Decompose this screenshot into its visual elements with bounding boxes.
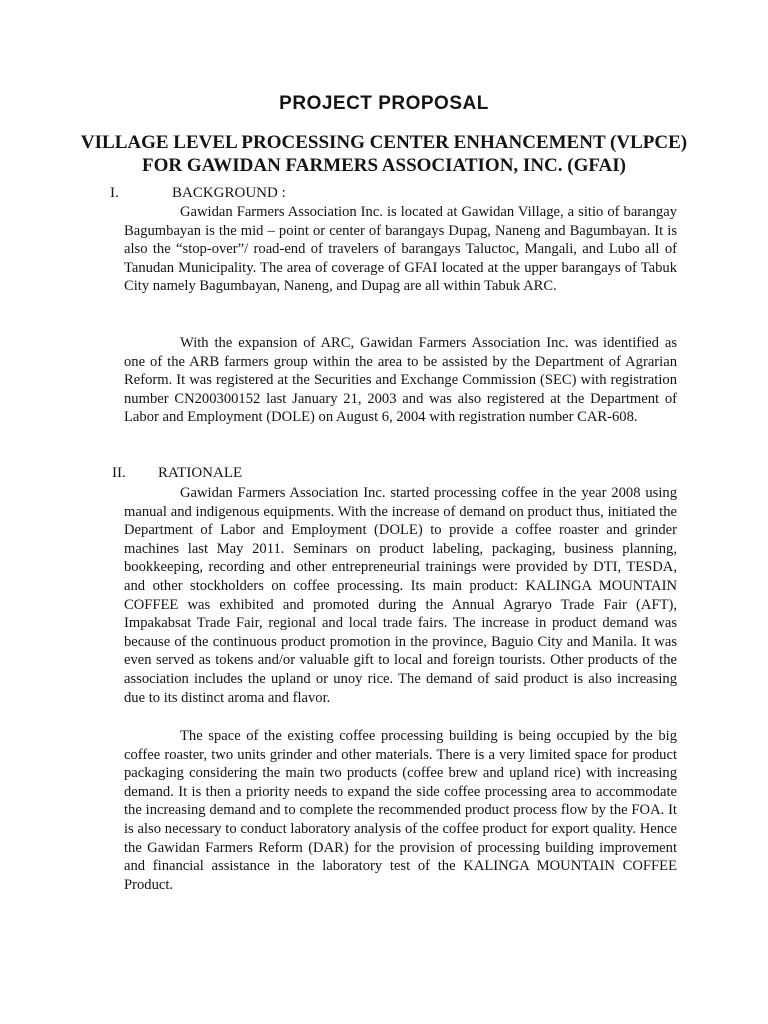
background-paragraph-1: Gawidan Farmers Association Inc. is located at Gawidan Village, a sitio of barangay Bagumbayan is the mid – point or center of barangays Dupag, Naneng and Bagumbayan. It is also the “stop-over”/ road-end of travelers of barangays Taluctoc, Mangali, and Lubo all of Tanudan Municipality. The area of coverage of GFAI located at the upper barangays of Tabuk City namely Bagumbayan, Naneng, and Dupag are all within Tabuk ARC. <box>124 204 677 295</box>
section-number: I. <box>110 185 119 201</box>
subtitle-line-1: VILLAGE LEVEL PROCESSING CENTER ENHANCEMENT (VLPCE) <box>80 132 688 153</box>
document-subtitle <box>0 131 768 177</box>
background-paragraph-2: With the expansion of ARC, Gawidan Farmers Association Inc. was identified as one of the ARB farmers group within the area to be assisted by the Department of Agrarian Reform. It was registered at the Securities and Exchange Commission (SEC) with registration number CN200300152 last January 21, 2003 and was also registered at the Department of Labor and Employment (DOLE) on August 6, 2004 with registration number CAR-608. <box>124 335 677 426</box>
rationale-paragraph-2: The space of the existing coffee processing building is being occupied by the big coffee roaster, two units grinder and other materials. There is a very limited space for product packaging considering the main two products (coffee brew and upland rice) with increasing demand. It is then a priority needs to expand the side coffee processing area to accommodate the increasing demand and to complete the recommended product process flow by the FOA. It is also necessary to conduct laboratory analysis of the coffee product for export quality. Hence the Gawidan Farmers Reform (DAR) for the provision of processing building improvement and financial assistance in the laboratory test of the KALINGA MOUNTAIN COFFEE Product. <box>124 728 677 893</box>
rationale-paragraph-1: Gawidan Farmers Association Inc. started processing coffee in the year 2008 using manual and indigenous equipments. With the increase of demand on product thus, initiated the Department of Labor and Employment (DOLE) to provide a coffee roaster and grinder machines last May 2011. Seminars on product labeling, packaging, business planning, bookkeeping, recording and other entrepreneurial trainings were provided by DTI, TESDA, and other stockholders on coffee processing. Its main product: KALINGA MOUNTAIN COFFEE was exhibited and promoted during the Annual Agraryo Trade Fair (AFT), Impakabsat Trade Fair, regional and local trade fairs. The increase in product demand was because of the continuous product promotion in the province, Baguio City and Manila. It was even served as tokens and/or valuable gift to local and foreign tourists. Other products of the association includes the upland or unoy rice. The demand of said product is also increasing due to its distinct aroma and flavor. <box>124 485 677 706</box>
document-title: PROJECT PROPOSAL <box>279 93 489 114</box>
section-title: BACKGROUND : <box>172 185 286 201</box>
section-title: RATIONALE <box>158 465 243 481</box>
subtitle-line-2: FOR GAWIDAN FARMERS ASSOCIATION, INC. (GFAI) <box>142 155 626 176</box>
section-number: II. <box>112 465 126 481</box>
